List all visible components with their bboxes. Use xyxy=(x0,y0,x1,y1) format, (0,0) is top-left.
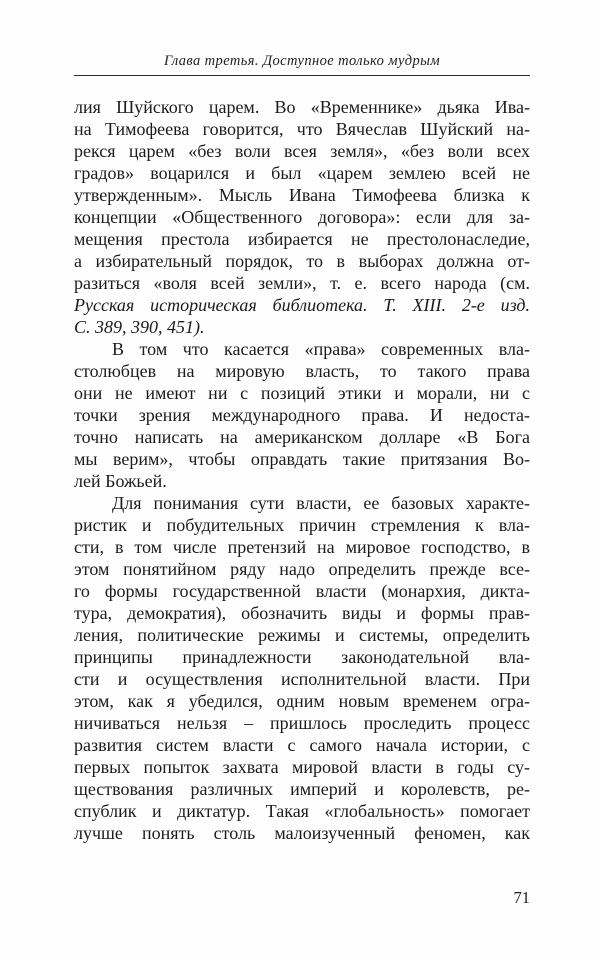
page-body xyxy=(74,96,530,844)
text-line: мы верим», чтобы оправдать такие притязания Во- xyxy=(74,449,530,469)
text-line: сти и осуществления исполнительной власти. При xyxy=(74,669,530,689)
text-line: они не имеют ни с позиций этики и морали, ни с xyxy=(74,383,530,403)
text-line: ристик и побудительных причин стремления к вла- xyxy=(74,515,530,535)
running-header xyxy=(74,53,530,76)
text-line: этом понятийном ряду надо определить прежде все- xyxy=(74,559,530,579)
chapter-header: Глава третья. Доступное только мудрым xyxy=(163,53,441,69)
text-line: концепции «Общественного договора»: если для за- xyxy=(74,207,530,227)
text-line: тура, демократия), обозначить виды и формы прав- xyxy=(74,603,530,623)
header-divider xyxy=(74,75,530,76)
text-line: этом, как я убедился, одним новым временем огра- xyxy=(74,691,530,711)
text-line: Для понимания сути власти, ее базовых характе- xyxy=(112,493,530,513)
text-line: а избирательный порядок, то в выборах должна от- xyxy=(74,251,530,271)
text-line: утвержденным». Мысль Ивана Тимофеева близка к xyxy=(74,185,530,205)
text-line: С. 389, 390, 451). xyxy=(74,317,205,337)
text-line: принципы принадлежности законодательной вла- xyxy=(74,647,530,667)
text-line: спублик и диктатур. Такая «глобальность» помогает xyxy=(74,801,530,821)
text-line: сти, в том числе претензий на мировое господство, в xyxy=(74,537,530,557)
text-line: лия Шуйского царем. Во «Временнике» дьяка Ива- xyxy=(74,97,530,117)
text-line: точки зрения международного права. И недоста- xyxy=(74,405,530,425)
page-number: 71 xyxy=(513,888,530,907)
text-line: развития систем власти с самого начала истории, с xyxy=(74,735,530,755)
text-line: В том что касается «права» современных вла- xyxy=(112,339,530,359)
text-line: точно написать на американском долларе «В Бога xyxy=(74,427,530,447)
text-line: ничиваться нельзя – пришлось проследить процесс xyxy=(74,713,530,733)
text-line: первых попыток захвата мировой власти в годы су- xyxy=(74,757,530,777)
text-line: лучше понять столь малоизученный феномен, как xyxy=(74,823,530,843)
text-line: столюбцев на мировую власть, то такого права xyxy=(74,361,530,381)
text-line: на Тимофеева говорится, что Вячеслав Шуйский на- xyxy=(74,119,530,139)
text-line: рекся царем «без воли всея земля», «без воли всех xyxy=(74,141,530,161)
text-line: ществования различных империй и королевств, ре- xyxy=(74,779,530,799)
text-line: разиться «воля всей земли», т. е. всего народа (см. xyxy=(74,273,530,293)
text-line: ления, политические режимы и системы, определить xyxy=(74,625,530,645)
text-line: лей Божьей. xyxy=(74,471,167,491)
page-footer xyxy=(74,888,530,908)
text-line: Русская историческая библиотека. Т. XIII. 2-е изд. xyxy=(74,295,530,315)
text-line: градов» воцарился и был «царем землею всей не xyxy=(74,163,530,183)
text-line: го формы государственной власти (монархия, дикта- xyxy=(74,581,530,601)
text-line: мещения престола избирается не престолонаследие, xyxy=(74,229,530,249)
